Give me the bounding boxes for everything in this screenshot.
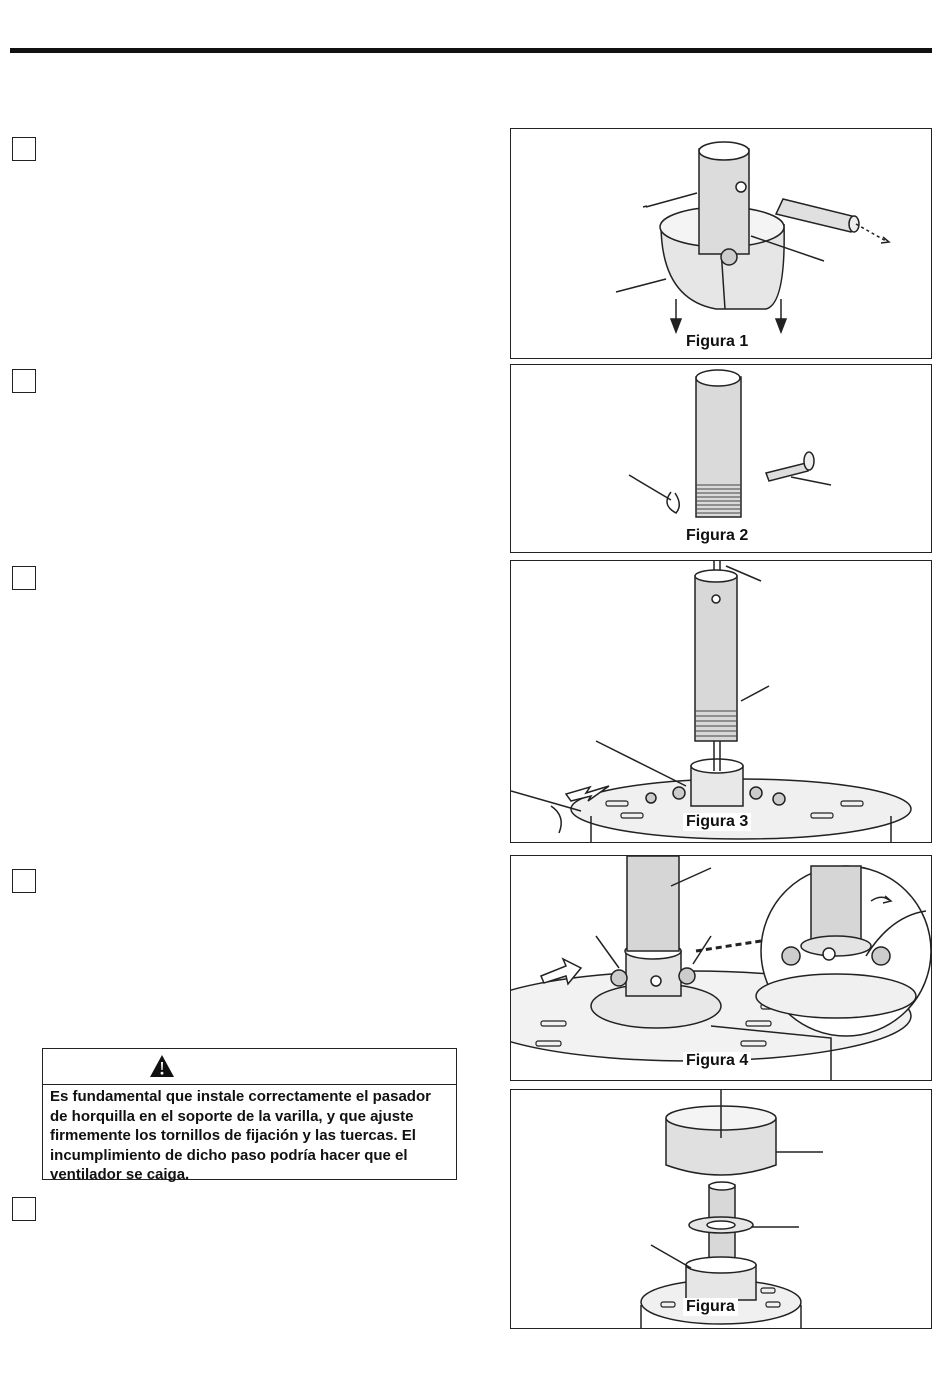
warning-line: Es fundamental que instale correctamente el pasador [50, 1088, 431, 1105]
step-3-checkbox [12, 566, 36, 590]
warning-line: de horquilla en el soporte de la varilla, y que ajuste [50, 1107, 414, 1125]
warning-triangle-icon [149, 1054, 175, 1078]
top-rule [10, 48, 932, 53]
figure-3 [510, 560, 932, 843]
figure-2-illustration [511, 365, 932, 553]
warning-box [42, 1048, 457, 1183]
warning-text [50, 1087, 455, 1185]
step-2-checkbox [12, 369, 36, 393]
figure-4-illustration [511, 856, 932, 1081]
figure-5-illustration [511, 1090, 932, 1329]
figure-1-caption: Figura 1 [683, 333, 751, 351]
warning-line: firmemente los tornillos de fijación y las tuercas. El [50, 1127, 416, 1144]
step-5-checkbox [12, 1197, 36, 1221]
figure-1-illustration [511, 129, 932, 359]
figure-3-caption: Figura 3 [683, 813, 751, 831]
figure-4-caption: Figura 4 [683, 1052, 751, 1070]
figure-2-caption: Figura 2 [683, 527, 751, 545]
figure-2 [510, 364, 932, 553]
warning-line: ventilador se caiga. [50, 1166, 190, 1183]
warning-line: incumplimiento de dicho paso podría hacer que el [50, 1146, 408, 1164]
figure-3-illustration [511, 561, 932, 843]
figure-4 [510, 855, 932, 1081]
step-4-checkbox [12, 869, 36, 893]
warning-header [43, 1049, 456, 1085]
figure-1 [510, 128, 932, 359]
figure-5 [510, 1089, 932, 1329]
step-1-checkbox [12, 137, 36, 161]
figure-5-caption: Figura [683, 1298, 738, 1316]
